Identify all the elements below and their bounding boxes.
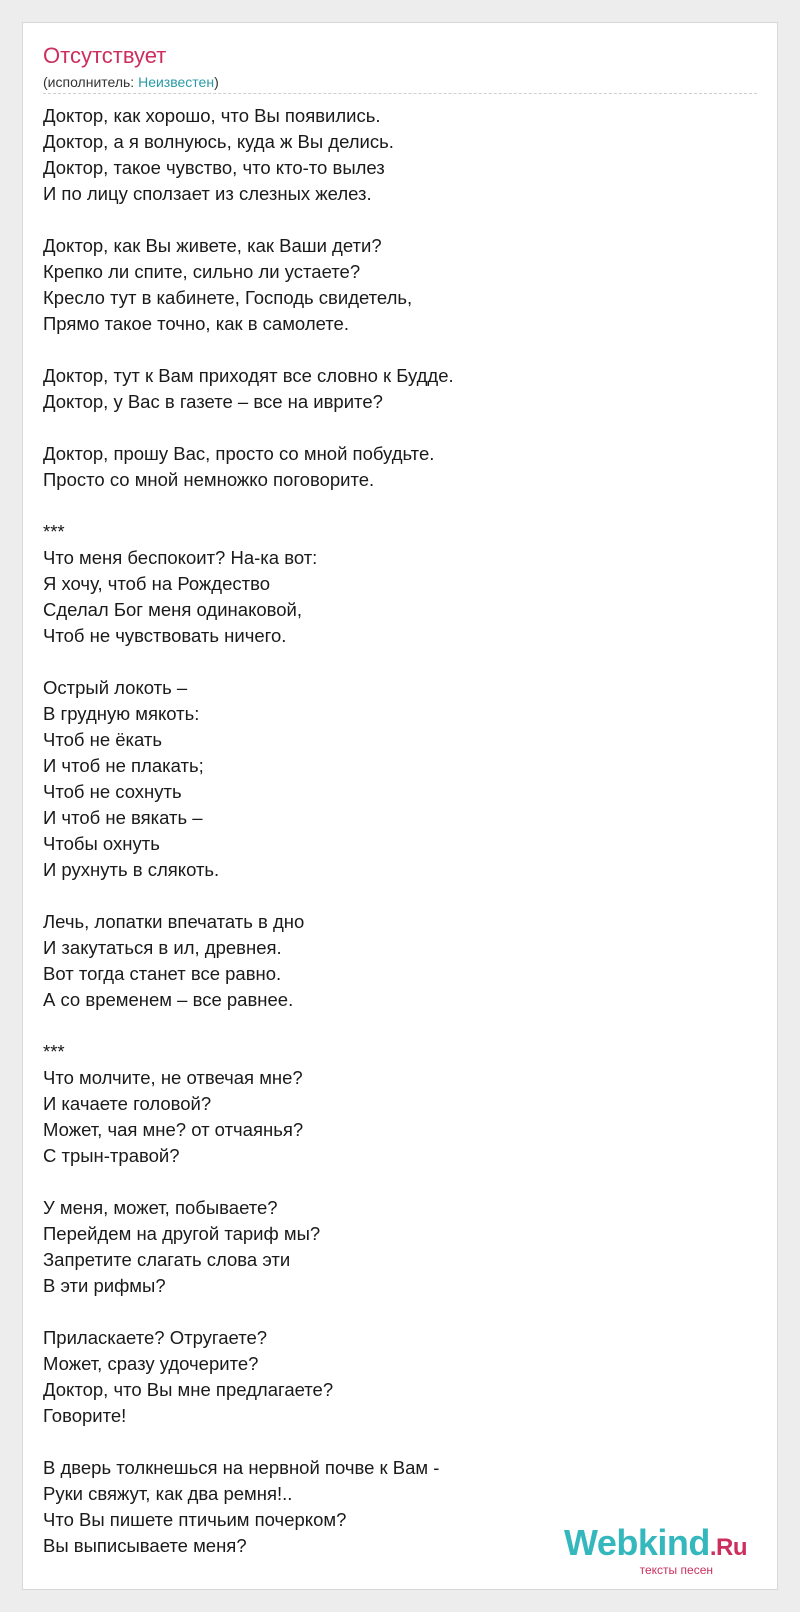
lyric-line <box>43 415 454 441</box>
song-title: Отсутствует <box>43 43 167 68</box>
lyric-line: Может, чая мне? от отчаянья? <box>43 1119 304 1140</box>
lyric-line: Вы выписываете меня? <box>43 1535 247 1556</box>
lyric-line: Что Вы пишете птичьим почерком? <box>43 1509 347 1530</box>
lyric-line <box>43 1169 454 1195</box>
lyric-line <box>43 493 454 519</box>
lyric-line: Прямо такое точно, как в самолете. <box>43 313 349 334</box>
lyric-line: И чтоб не вякать – <box>43 807 203 828</box>
artist-suffix: ) <box>214 74 219 90</box>
lyric-line: Запретите слагать слова эти <box>43 1249 291 1270</box>
lyric-line: И качаете головой? <box>43 1093 212 1114</box>
lyric-line: Чтоб не сохнуть <box>43 781 182 802</box>
lyric-line: Руки свяжут, как два ремня!.. <box>43 1483 293 1504</box>
lyric-line: Что меня беспокоит? На-ка вот: <box>43 547 318 568</box>
artist-prefix: (исполнитель: <box>43 74 139 90</box>
lyric-line: Я хочу, чтоб на Рождество <box>43 573 271 594</box>
lyric-line <box>43 1429 454 1455</box>
lyric-line: Чтобы охнуть <box>43 833 160 854</box>
lyric-line: Лечь, лопатки впечатать в дно <box>43 911 305 932</box>
lyric-line: Просто со мной немножко поговорите. <box>43 469 375 490</box>
lyric-line: И чтоб не плакать; <box>43 755 204 776</box>
lyric-line: В дверь толкнешься на нервной почве к Вам - <box>43 1457 440 1478</box>
lyric-line: Говорите! <box>43 1405 127 1426</box>
lyric-line: В грудную мякоть: <box>43 703 200 724</box>
lyrics-text <box>43 103 454 1559</box>
lyric-line: Приласкаете? Отругаете? <box>43 1327 268 1348</box>
lyric-line: И рухнуть в слякоть. <box>43 859 220 880</box>
lyric-line: Доктор, что Вы мне предлагаете? <box>43 1379 334 1400</box>
lyric-line: Доктор, у Вас в газете – все на иврите? <box>43 391 383 412</box>
lyric-line: Доктор, такое чувство, что кто-то вылез <box>43 157 385 178</box>
logo-tld: .Ru <box>709 1534 747 1561</box>
lyric-line <box>43 207 454 233</box>
lyric-line: Чтоб не чувствовать ничего. <box>43 625 287 646</box>
lyric-line: *** <box>43 521 65 542</box>
lyric-line: Доктор, прошу Вас, просто со мной побудьте. <box>43 443 435 464</box>
lyric-line: У меня, может, побываете? <box>43 1197 278 1218</box>
lyric-line: Может, сразу удочерите? <box>43 1353 259 1374</box>
lyric-line: А со временем – все равнее. <box>43 989 294 1010</box>
lyric-line: Что молчите, не отвечая мне? <box>43 1067 303 1088</box>
artist-line <box>43 73 219 91</box>
lyric-line: В эти рифмы? <box>43 1275 166 1296</box>
lyric-line <box>43 649 454 675</box>
lyric-line: Доктор, а я волнуюсь, куда ж Вы делись. <box>43 131 394 152</box>
lyric-line: Перейдем на другой тариф мы? <box>43 1223 321 1244</box>
logo-wordmark: Webkind <box>563 1522 710 1563</box>
lyric-line: Крепко ли спите, сильно ли устаете? <box>43 261 361 282</box>
lyric-line: И по лицу сползает из слезных желез. <box>43 183 372 204</box>
lyric-line: Острый локоть – <box>43 677 188 698</box>
lyric-line: Чтоб не ёкать <box>43 729 163 750</box>
site-logo[interactable] <box>564 1524 747 1577</box>
lyric-line: Вот тогда станет все равно. <box>43 963 282 984</box>
artist-link[interactable]: Неизвестен <box>138 74 215 90</box>
lyric-line: Доктор, как Вы живете, как Ваши дети? <box>43 235 382 256</box>
lyric-line: И закутаться в ил, древнея. <box>43 937 282 958</box>
lyric-line: Доктор, тут к Вам приходят все словно к Будде. <box>43 365 454 386</box>
title-divider <box>43 93 757 94</box>
lyric-line <box>43 337 454 363</box>
lyric-line: Кресло тут в кабинете, Господь свидетель, <box>43 287 413 308</box>
lyric-line: С трын-травой? <box>43 1145 180 1166</box>
lyric-line <box>43 1299 454 1325</box>
lyric-line: *** <box>43 1041 65 1062</box>
lyric-line: Доктор, как хорошо, что Вы появились. <box>43 105 381 126</box>
lyrics-card <box>22 22 778 1590</box>
lyric-line <box>43 1013 454 1039</box>
logo-tagline: тексты песен <box>639 1563 713 1577</box>
lyric-line: Сделал Бог меня одинаковой, <box>43 599 303 620</box>
lyric-line <box>43 883 454 909</box>
